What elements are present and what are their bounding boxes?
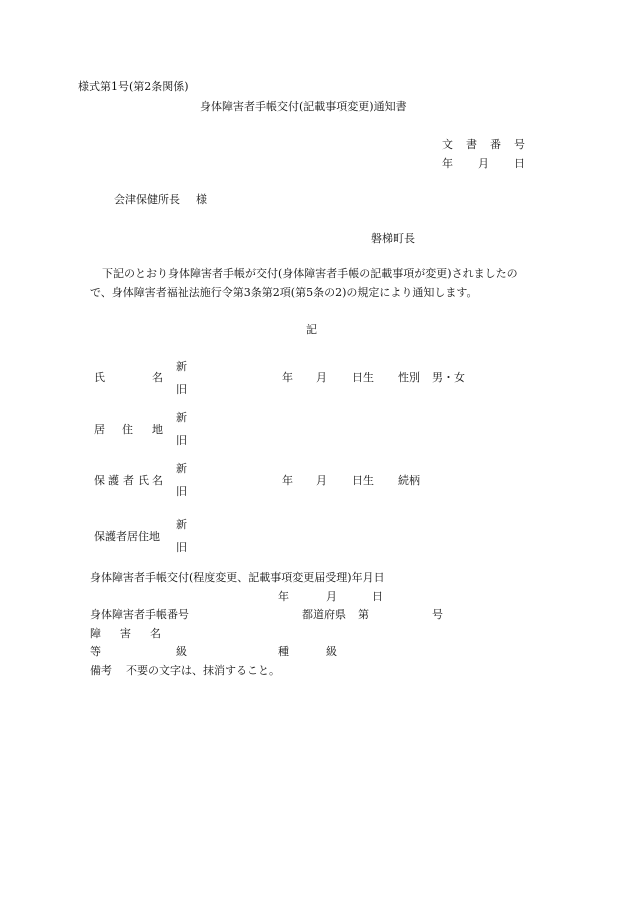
form-number: 様式第1号(第2条関係) xyxy=(78,80,189,93)
sender: 磐梯町長 xyxy=(371,232,415,245)
guardian-residence-new-label: 新 xyxy=(176,518,187,531)
body-text-line-2: で、身体障害者福祉法施行令第3条第2項(第5条の2)の規定により通知します。 xyxy=(90,286,478,299)
name-label-char-1: 氏 xyxy=(94,371,105,384)
residence-label-char-3: 地 xyxy=(152,423,163,436)
booklet-prefecture: 都道府県 xyxy=(302,608,346,621)
issue-month: 月 xyxy=(326,590,337,603)
guardian-label-char-2: 護 xyxy=(108,474,119,487)
guardian-residence-old-label: 旧 xyxy=(176,541,187,554)
residence-new-label: 新 xyxy=(176,411,187,424)
issue-day: 日 xyxy=(372,590,383,603)
guardian-birth-month: 月 xyxy=(316,474,327,487)
doc-ref-char-4: 号 xyxy=(514,138,525,151)
relation-label: 続柄 xyxy=(398,474,420,487)
guardian-old-label: 旧 xyxy=(176,485,187,498)
disability-label-char-3: 名 xyxy=(150,627,161,640)
disability-label-char-1: 障 xyxy=(90,627,101,640)
birth-year: 年 xyxy=(282,371,293,384)
grade-label-char-2: 級 xyxy=(176,645,187,658)
disability-label-char-2: 害 xyxy=(120,627,131,640)
name-old-label: 旧 xyxy=(176,383,187,396)
guardian-residence-label: 保護者居住地 xyxy=(94,530,160,543)
doc-date-year: 年 xyxy=(442,157,453,170)
addressee-name: 会津保健所長 xyxy=(114,193,180,206)
booklet-dai: 第 xyxy=(358,608,369,621)
doc-date-day: 日 xyxy=(514,157,525,170)
grade-grade: 級 xyxy=(326,645,337,658)
sex-options: 男・女 xyxy=(432,371,465,384)
guardian-birth-year: 年 xyxy=(282,474,293,487)
doc-date-month: 月 xyxy=(478,157,489,170)
guardian-label-char-1: 保 xyxy=(94,474,105,487)
grade-kind: 種 xyxy=(278,645,289,658)
doc-ref-char-3: 番 xyxy=(490,138,501,151)
residence-old-label: 旧 xyxy=(176,434,187,447)
guardian-label-char-3: 者 xyxy=(123,474,134,487)
residence-label-char-2: 住 xyxy=(122,423,133,436)
guardian-birth-day: 日生 xyxy=(352,474,374,487)
addressee-honorific: 様 xyxy=(196,193,207,206)
guardian-label-char-5: 名 xyxy=(152,474,163,487)
booklet-number-label: 身体障害者手帳番号 xyxy=(90,608,189,621)
remarks-text: 不要の文字は、抹消すること。 xyxy=(126,664,280,677)
birth-day: 日生 xyxy=(352,371,374,384)
booklet-go: 号 xyxy=(432,608,443,621)
sex-label: 性別 xyxy=(398,371,420,384)
birth-month: 月 xyxy=(316,371,327,384)
guardian-new-label: 新 xyxy=(176,462,187,475)
body-text-line-1: 下記のとおり身体障害者手帳が交付(身体障害者手帳の記載事項が変更)されましたの xyxy=(102,267,518,280)
remarks-label: 備考 xyxy=(90,664,112,677)
issue-date-label: 身体障害者手帳交付(程度変更、記載事項変更届受理)年月日 xyxy=(90,571,385,584)
doc-ref-char-1: 文 xyxy=(442,138,453,151)
grade-label-char-1: 等 xyxy=(90,645,101,658)
ki-heading: 記 xyxy=(306,323,317,336)
name-label-char-2: 名 xyxy=(152,371,163,384)
doc-ref-char-2: 書 xyxy=(466,138,477,151)
name-new-label: 新 xyxy=(176,360,187,373)
issue-year: 年 xyxy=(278,590,289,603)
document-title: 身体障害者手帳交付(記載事項変更)通知書 xyxy=(200,100,407,113)
guardian-label-char-4: 氏 xyxy=(138,474,149,487)
residence-label-char-1: 居 xyxy=(94,423,105,436)
